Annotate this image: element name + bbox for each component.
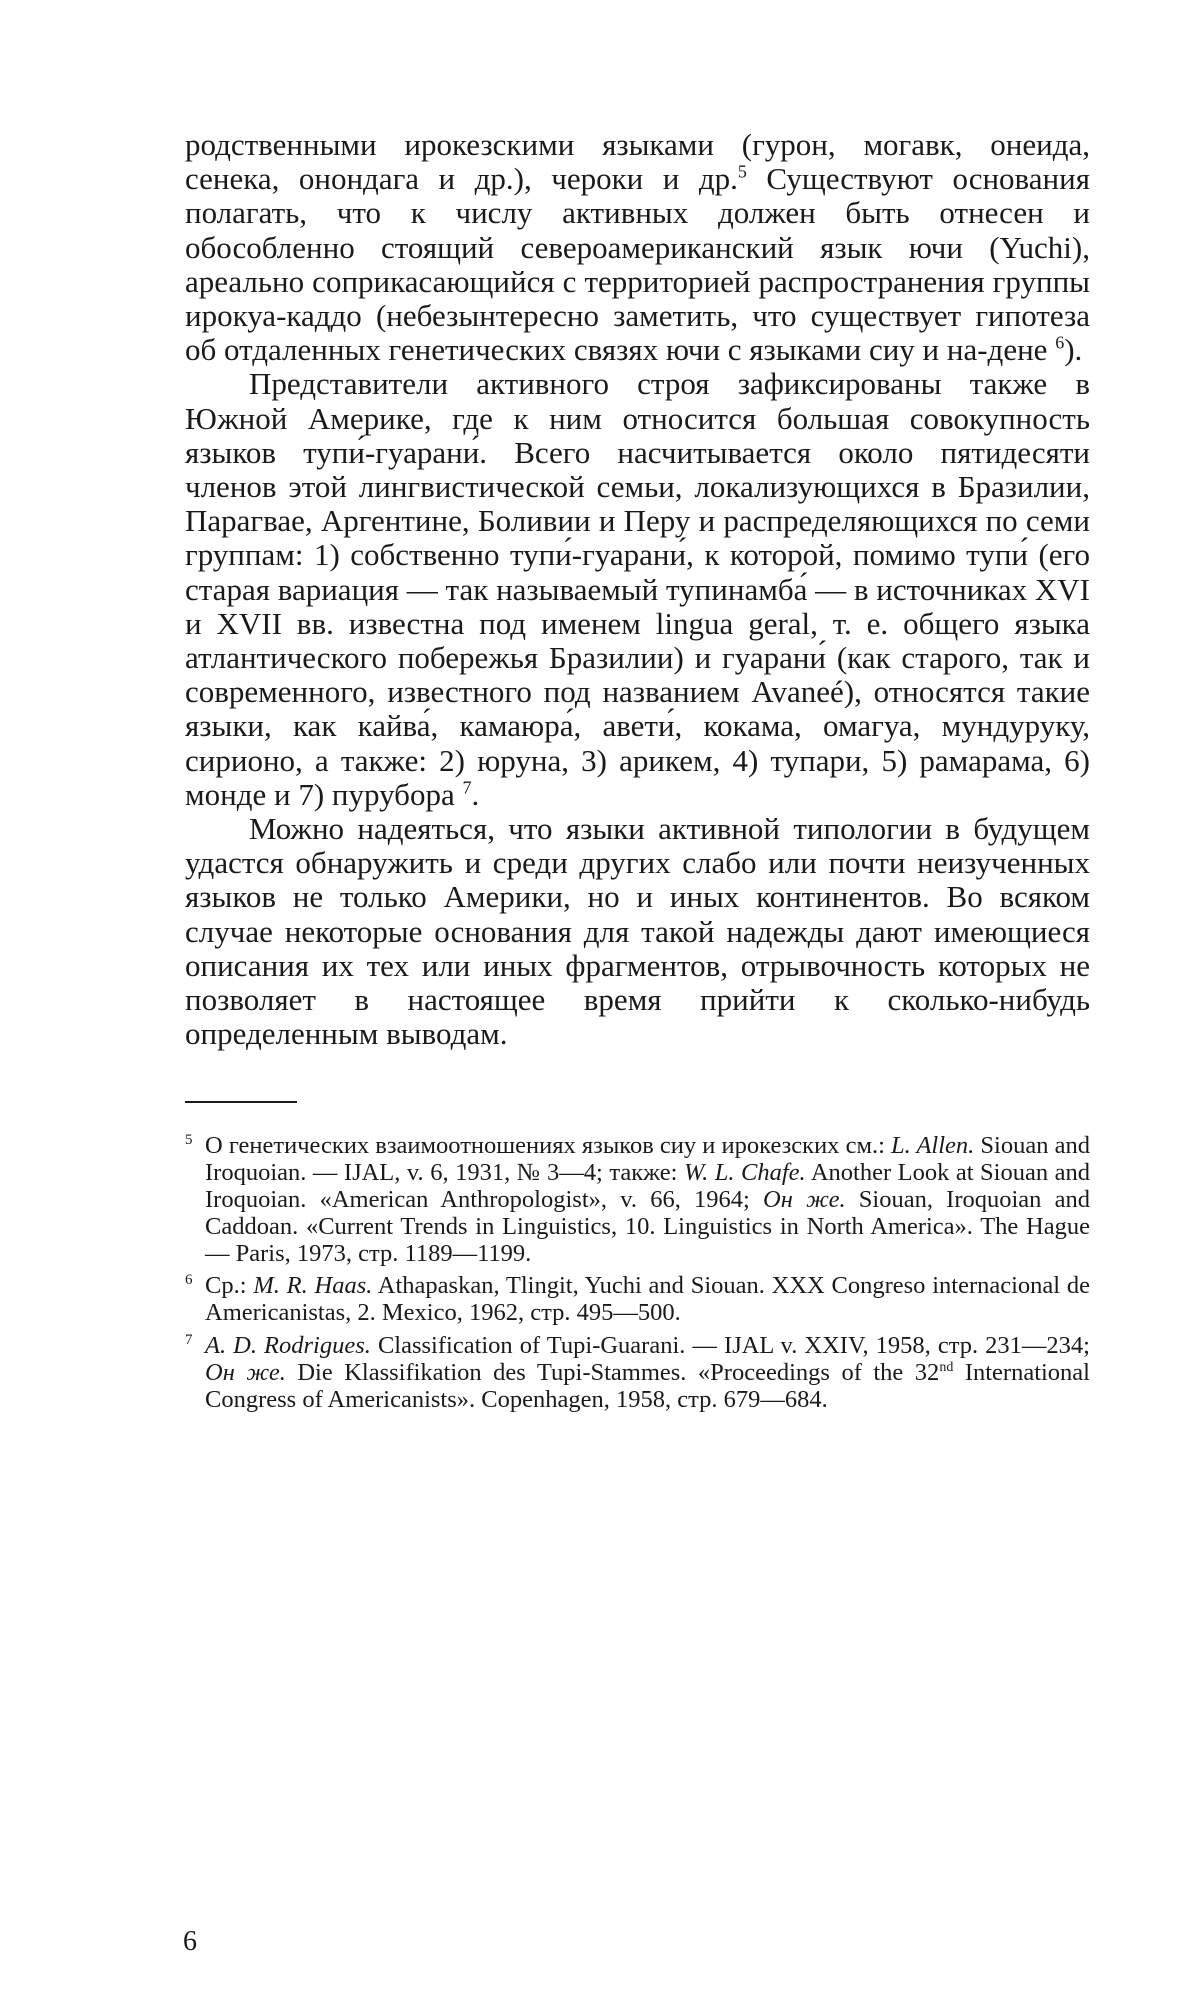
paragraph-1-text-a: родственными ирокезскими языками (гурон, могавк, онеида, сенека, онондага и др.), чероки и др. (185, 127, 1090, 197)
footnote-ref-7[interactable]: 7 (462, 777, 472, 798)
footnote-author: L. Allen. (891, 1132, 975, 1160)
footnote-ref-6[interactable]: 6 (1055, 332, 1065, 353)
paragraph-1-text-c: ). (1064, 332, 1083, 368)
page-content (185, 128, 1090, 1419)
paragraph-2-text: Представители активного строя зафиксированы также в Южной Америке, где к ним относится большая совокупность языков тупи́-гуарани́. Всего насчитывается около пятидесяти членов этой лингвистической семьи, локализующихся в Бразилии, Парагвае, Аргентине, Боливии и Перу и распределяющихся по семи группам: 1) собственно тупи́-гуарани́, к которой, помимо тупи́ (его старая вариация — так называемый тупинамба́ — в источниках XVI и XVII вв. известна под именем lingua geral, т. е. общего языка атлантического побережья Бразилии) и гуарани́ (как старого, так и современного, известного под названием Avaneé), относятся такие языки, как кайва́, камаюра́, авети́, кокама, омагуа, мундуруку, сирионо, а также: 2) юруна, 3) арикем, 4) тупари, 5) рамарама, 6) монде и 7) пурубора (185, 366, 1090, 812)
footnote-author: Он же. (205, 1358, 286, 1386)
footnote-divider (185, 1101, 297, 1103)
paragraph-3 (185, 812, 1090, 1051)
footnote-7: 7 A. D. Rodrigues. Classification of Tupi-Guarani. — IJAL v. XXIV, 1958, стр. 231—234; Он же. Die Klassifikation des Tupi-Stammes. «Proceedings of the 32nd International Congress of Americanists». Copenhagen, 1958, стр. 679—684. (185, 1331, 1090, 1413)
footnote-text: Athapaskan, Tlingit, Yuchi and Siouan. XXX Congreso internacional de Americanistas, 2. Mexico, 1962, стр. 495—500. (205, 1272, 1090, 1327)
paragraph-1-text-b: Существуют основания полагать, что к числу активных должен быть отнесен и обособленно стоящий североамериканский язык ючи (Yuchi), ареально соприкасающийся с территорией распространения группы ирокуа-каддо (небезынтересно заметить, что существует гипотеза об отдаленных генетических связях ючи с языками сиу и на-дене (185, 161, 1090, 368)
footnote-author: A. D. Rodrigues. (205, 1332, 371, 1360)
footnote-text: Ср.: (205, 1272, 254, 1300)
footnote-author: Он же. (763, 1186, 846, 1214)
footnote-author: W. L. Chafe. (683, 1159, 806, 1187)
footnote-text: Siouan and Iroquoian. — IJAL, v. 6, 1931, № 3—4; также: (205, 1132, 1090, 1187)
paragraph-2-end: . (471, 776, 480, 812)
footnote-6: 6 Ср.: M. R. Haas. Athapaskan, Tlingit, Yuchi and Siouan. XXX Congreso internacional de Americanistas, 2. Mexico, 1962, стр. 495—500. (185, 1272, 1090, 1327)
footnote-text: Siouan, Iroquoian and Caddoan. «Current Trends in Linguistics, 10. Linguistics in North America». The Hague — Paris, 1973, стр. 1189—1199. (205, 1186, 1090, 1267)
footnote-text: О генетических взаимоотношениях языков сиу и ирокезских см.: (205, 1132, 892, 1160)
footnote-text: International Congress of Americanists». Copenhagen, 1958, стр. 679—684. (205, 1358, 1090, 1413)
footnote-author: M. R. Haas. (253, 1272, 373, 1300)
footnote-text: Die Klassifikation des Tupi-Stammes. «Proceedings of the 32 (285, 1358, 940, 1386)
paragraph-1 (185, 128, 1090, 367)
page-number: 6 (183, 1926, 197, 1957)
footnote-ref-5[interactable]: 5 (737, 161, 747, 182)
paragraph-2 (185, 367, 1090, 812)
footnote-5: 5 О генетических взаимоотношениях языков сиу и ирокезских см.: L. Allen. Siouan and Iroquoian. — IJAL, v. 6, 1931, № 3—4; также: W. L. Chafe. Another Look at Siouan and Iroquoian. «American Anthropologist», v. 66, 1964; Он же. Siouan, Iroquoian and Caddoan. «Current Trends in Linguistics, 10. Linguistics in North America». The Hague — Paris, 1973, стр. 1189—1199. (185, 1132, 1090, 1267)
footnote-text: Classification of Tupi-Guarani. — IJAL v. XXIV, 1958, стр. 231—234; (370, 1332, 1090, 1360)
ordinal-suffix: nd (939, 1359, 954, 1375)
paragraph-3-text: Можно надеяться, что языки активной типологии в будущем удастся обнаружить и среди других слабо или почти неизученных языков не только Америки, но и иных континентов. Во всяком случае некоторые основания для такой надежды дают имеющиеся описания их тех или иных фрагментов, отрывочность которых не позволяет в настоящее время прийти к сколько-нибудь определенным выводам. (185, 811, 1090, 1052)
footnote-text: Another Look at Siouan and Iroquoian. «American Anthropologist», v. 66, 1964; (205, 1159, 1090, 1214)
